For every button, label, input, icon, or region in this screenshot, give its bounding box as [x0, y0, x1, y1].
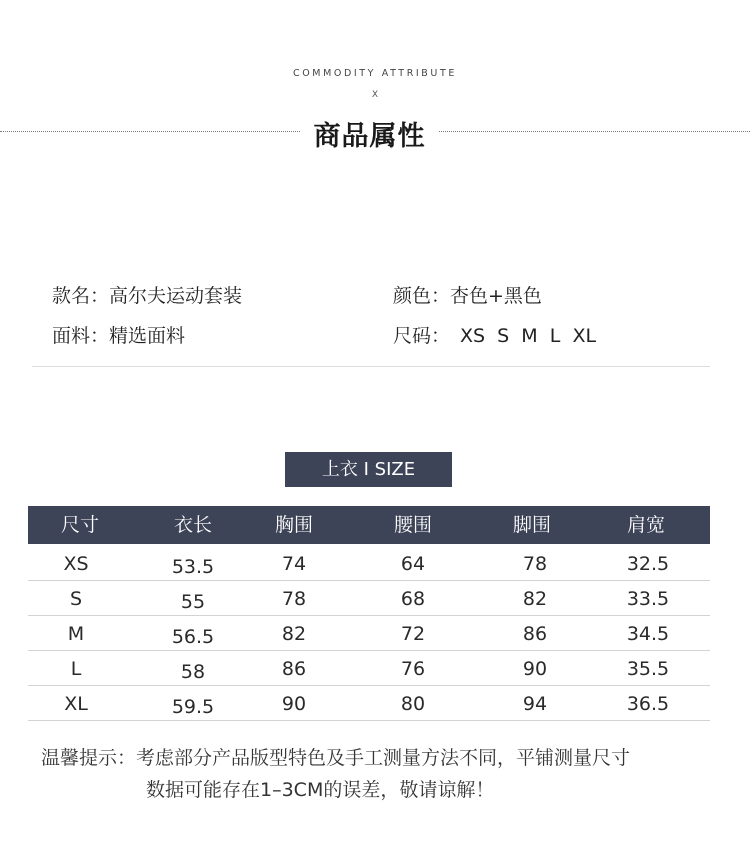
- row-divider: [28, 580, 710, 581]
- attr-size-value: XS S M L XL: [460, 325, 597, 347]
- attr-size-label: 尺码：: [393, 325, 451, 347]
- table-cell: 94: [522, 693, 548, 715]
- table-cell: 59.5: [171, 696, 215, 718]
- table-cell: 36.5: [626, 693, 670, 715]
- size-badge: 上衣 I SIZE: [285, 452, 452, 487]
- table-cell: 53.5: [171, 556, 215, 578]
- table-cell: 82: [281, 623, 307, 645]
- th-hem: 脚围: [512, 514, 551, 536]
- dotted-rule-left: [0, 131, 300, 132]
- table-cell: XS: [63, 553, 89, 575]
- table-cell: 78: [281, 588, 307, 610]
- table-cell: 90: [281, 693, 307, 715]
- note-line-2: 数据可能存在1–3CM的误差，敬请谅解！: [146, 779, 495, 801]
- attr-color-label: 颜色：: [393, 285, 451, 307]
- row-divider: [28, 615, 710, 616]
- table-cell: 34.5: [626, 623, 670, 645]
- note-line-1: 温馨提示：考虑部分产品版型特色及手工测量方法不同，平铺测量尺寸: [41, 747, 631, 769]
- x-mark: X: [371, 90, 379, 100]
- table-cell: 76: [400, 658, 426, 680]
- table-cell: M: [67, 623, 85, 645]
- table-cell: S: [69, 588, 83, 610]
- table-cell: 56.5: [171, 626, 215, 648]
- attr-name-label: 款名：: [52, 285, 110, 307]
- table-cell: 82: [522, 588, 548, 610]
- table-cell: XL: [64, 693, 88, 715]
- th-length: 衣长: [173, 514, 212, 536]
- table-cell: 68: [400, 588, 426, 610]
- row-divider: [28, 720, 710, 721]
- table-cell: 90: [522, 658, 548, 680]
- table-cell: 64: [400, 553, 426, 575]
- english-title: COMMODITY ATTRIBUTE: [292, 68, 457, 79]
- attr-name-value: 高尔夫运动套装: [109, 285, 243, 307]
- dotted-rule-right: [439, 131, 750, 132]
- table-cell: 72: [400, 623, 426, 645]
- row-divider: [28, 650, 710, 651]
- table-cell: 32.5: [626, 553, 670, 575]
- attr-size: [393, 321, 596, 348]
- attributes-divider: [32, 366, 710, 367]
- attr-fabric-label: 面料：: [52, 325, 110, 347]
- th-chest: 胸围: [274, 514, 313, 536]
- table-cell: 80: [400, 693, 426, 715]
- table-cell: 35.5: [626, 658, 670, 680]
- section-title: 商品属性: [313, 121, 426, 152]
- table-cell: L: [70, 658, 82, 680]
- row-divider: [28, 685, 710, 686]
- th-waist: 腰围: [393, 514, 432, 536]
- table-cell: 74: [281, 553, 307, 575]
- table-cell: 78: [522, 553, 548, 575]
- th-size: 尺寸: [60, 514, 99, 536]
- table-cell: 33.5: [626, 588, 670, 610]
- attr-fabric: [52, 321, 185, 348]
- table-cell: 86: [281, 658, 307, 680]
- attr-name: [52, 281, 242, 308]
- attr-color: [393, 281, 542, 308]
- attr-fabric-value: 精选面料: [109, 325, 186, 347]
- table-cell: 58: [180, 661, 206, 683]
- th-shoulder: 肩宽: [626, 514, 665, 536]
- attr-color-value: 杏色+黑色: [450, 285, 542, 307]
- table-cell: 55: [180, 591, 206, 613]
- table-cell: 86: [522, 623, 548, 645]
